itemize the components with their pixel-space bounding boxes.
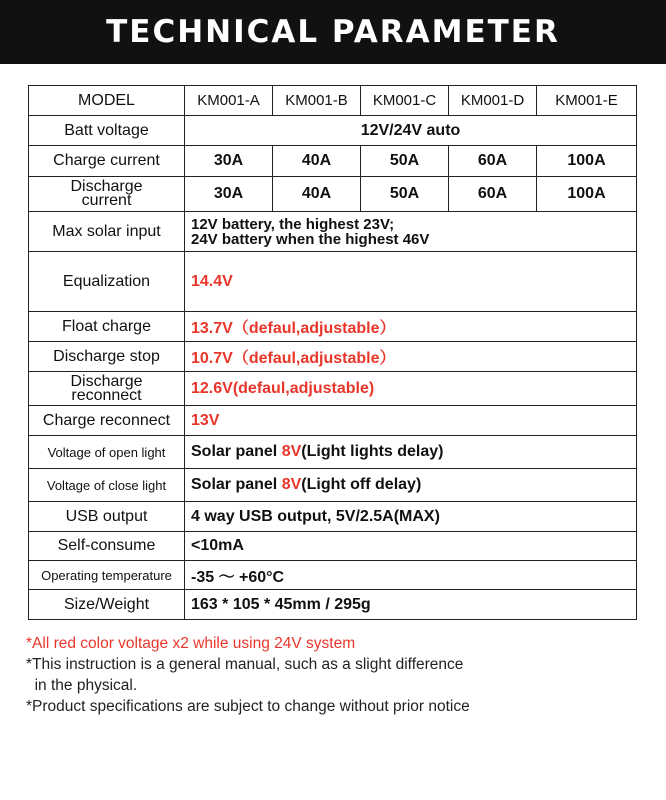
row-label-discharge-reconnect [29,372,185,406]
max-solar-line-2: 24V battery when the highest 46V [191,230,430,248]
voltage-open-light-value [185,436,637,469]
table-row-voltage-close-light [29,469,637,502]
value-suffix: (Light lights delay) [301,443,444,460]
table-row-float-charge [29,312,637,342]
model-cell: KM001-E [537,86,637,116]
table-row-discharge-reconnect [29,372,637,406]
model-cell: KM001-B [273,86,361,116]
row-label-batt-voltage: Batt voltage [29,116,185,146]
table-row-voltage-open-light [29,436,637,469]
discharge-current-cell: 50A [361,177,449,212]
table-row-usb-output [29,502,637,532]
equalization-value: 14.4V [185,252,637,312]
float-charge-value: 13.7V（defaul,adjustable） [185,312,637,342]
max-solar-line-1: 12V battery, the highest 23V; [191,215,395,233]
row-label-voltage-close-light: Voltage of close light [29,469,185,502]
row-label-operating-temperature: Operating temperature [29,561,185,590]
voltage-close-light-value [185,469,637,502]
max-solar-input-value [185,212,637,252]
model-cell: KM001-D [449,86,537,116]
value-highlight: 8V [281,476,302,493]
table-row-batt-voltage [29,116,637,146]
table-row-discharge-current [29,177,637,212]
page-title: TECHNICAL PARAMETER [106,14,560,50]
table-row-operating-temperature [29,561,637,590]
size-weight-value: 163 * 105 * 45mm / 295g [185,590,637,620]
value-highlight: 8V [281,443,302,460]
operating-temperature-value: -35 ～ +60°C [185,561,637,590]
discharge-current-cell: 40A [273,177,361,212]
charge-current-cell: 40A [273,146,361,177]
value-prefix: Solar panel [191,443,282,460]
spec-table [28,85,637,620]
row-label-charge-reconnect: Charge reconnect [29,406,185,436]
title-banner [0,0,666,64]
footnotes [26,633,646,717]
charge-current-cell: 30A [185,146,273,177]
row-label-max-solar-input: Max solar input [29,212,185,252]
footnote-general-line-1: *This instruction is a general manual, such as a slight difference [26,656,464,673]
label-line: Discharge [70,178,143,195]
row-label-size-weight: Size/Weight [29,590,185,620]
row-label-voltage-open-light: Voltage of open light [29,436,185,469]
label-line: current [81,192,132,209]
batt-voltage-value: 12V/24V auto [185,116,637,146]
row-label-charge-current: Charge current [29,146,185,177]
footnote-general-line-2: in the physical. [26,677,138,694]
label-line: reconnect [71,386,142,404]
table-row-equalization [29,252,637,312]
row-label-model: MODEL [29,86,185,116]
table-row-charge-reconnect [29,406,637,436]
charge-current-cell: 50A [361,146,449,177]
row-label-usb-output: USB output [29,502,185,532]
row-label-float-charge: Float charge [29,312,185,342]
table-row-model [29,86,637,116]
row-label-discharge-current [29,177,185,212]
table-row-charge-current [29,146,637,177]
row-label-equalization: Equalization [29,252,185,312]
model-cell: KM001-A [185,86,273,116]
discharge-current-cell: 30A [185,177,273,212]
charge-current-cell: 60A [449,146,537,177]
label-line: Discharge [70,372,143,390]
usb-output-value: 4 way USB output, 5V/2.5A(MAX) [185,502,637,532]
footnote-specs: *Product specifications are subject to change without prior notice [26,698,470,715]
model-cell: KM001-C [361,86,449,116]
self-consume-value: <10mA [185,532,637,561]
table-row-self-consume [29,532,637,561]
charge-current-cell: 100A [537,146,637,177]
discharge-current-cell: 100A [537,177,637,212]
charge-reconnect-value: 13V [185,406,637,436]
row-label-discharge-stop: Discharge stop [29,342,185,372]
table-row-max-solar-input [29,212,637,252]
footnote-red: *All red color voltage x2 while using 24V system [26,635,356,652]
row-label-self-consume: Self-consume [29,532,185,561]
table-row-discharge-stop [29,342,637,372]
discharge-stop-value: 10.7V（defaul,adjustable） [185,342,637,372]
discharge-reconnect-value: 12.6V(defaul,adjustable) [185,372,637,406]
value-suffix: (Light off delay) [301,476,422,493]
value-prefix: Solar panel [191,476,282,493]
table-row-size-weight [29,590,637,620]
discharge-current-cell: 60A [449,177,537,212]
